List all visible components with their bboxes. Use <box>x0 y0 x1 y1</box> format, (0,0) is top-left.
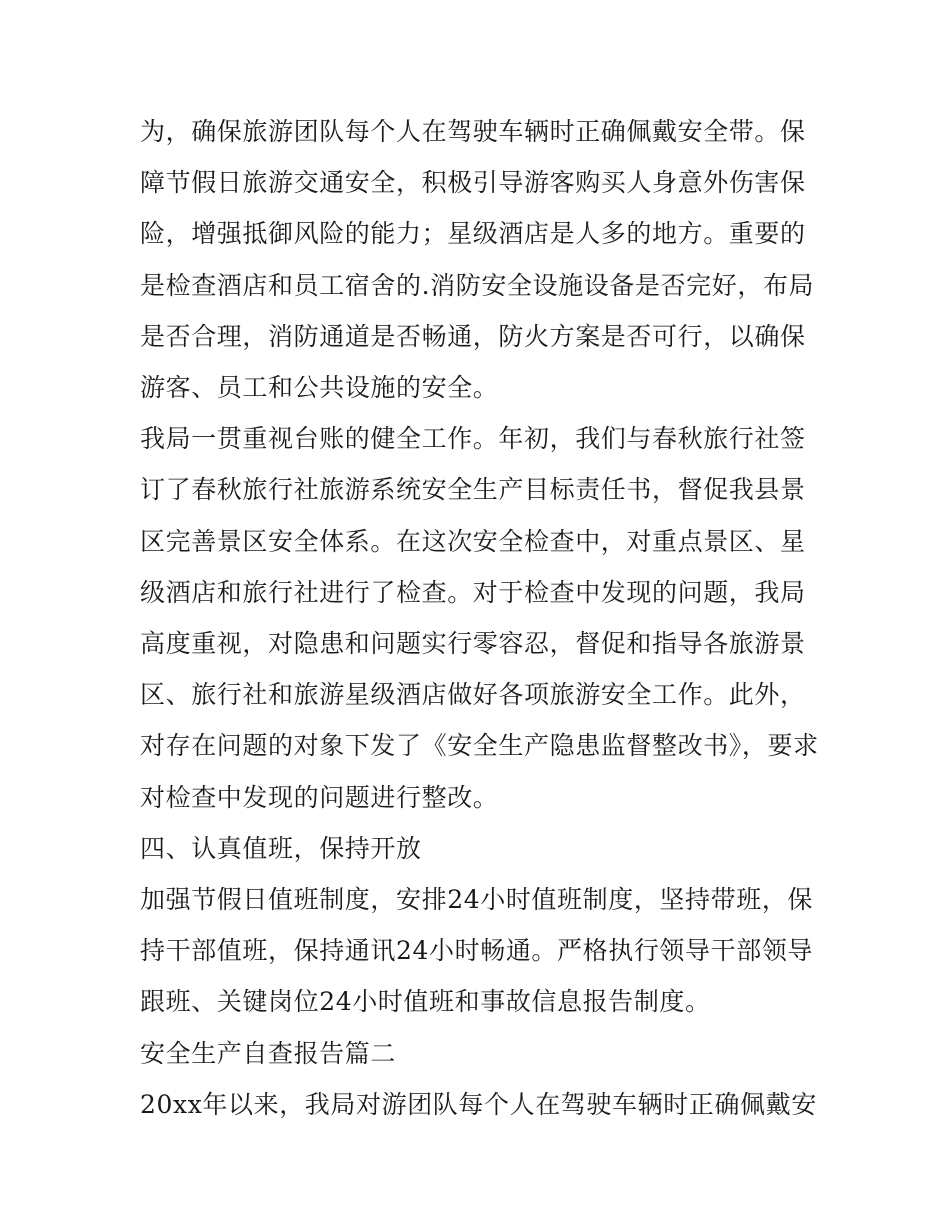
section-heading-report-two: 安全生产自查报告篇二 <box>140 1038 397 1068</box>
section-heading-duty: 四、认真值班，保持开放 <box>140 833 422 863</box>
document-body <box>140 106 820 1130</box>
paragraph-duty-system: 加强节假日值班制度，安排24小时值班制度，坚持带班，保持干部值班，保持通讯24小时畅通。严格执行领导干部领导跟班、关键岗位24小时值班和事故信息报告制度。 <box>140 885 814 1017</box>
paragraph-report-two-intro: 20xx年以来，我局对游团队每个人在驾驶车辆时正确佩戴安 <box>140 1089 817 1119</box>
paragraph-safety-measures: 为，确保旅游团队每个人在驾驶车辆时正确佩戴安全带。保障节假日旅游交通安全，积极引导游客购买人身意外伤害保险，增强抵御风险的能力；星级酒店是人多的地方。重要的是检查酒店和员工宿舍的.消防安全设施设备是否完好，布局是否合理，消防通道是否畅通，防火方案是否可行，以确保游客、员工和公共设施的安全。 <box>140 117 815 403</box>
paragraph-ledger-work: 我局一贯重视台账的健全工作。年初，我们与春秋旅行社签订了春秋旅行社旅游系统安全生产目标责任书，督促我县景区完善景区安全体系。在这次安全检查中，对重点景区、星级酒店和旅行社进行了检查。对于检查中发现的问题，我局高度重视，对隐患和问题实行零容忍，督促和指导各旅游景区、旅行社和旅游星级酒店做好各项旅游安全工作。此外，对存在问题的对象下发了《安全生产隐患监督整改书》，要求对检查中发现的问题进行整改。 <box>140 424 819 812</box>
